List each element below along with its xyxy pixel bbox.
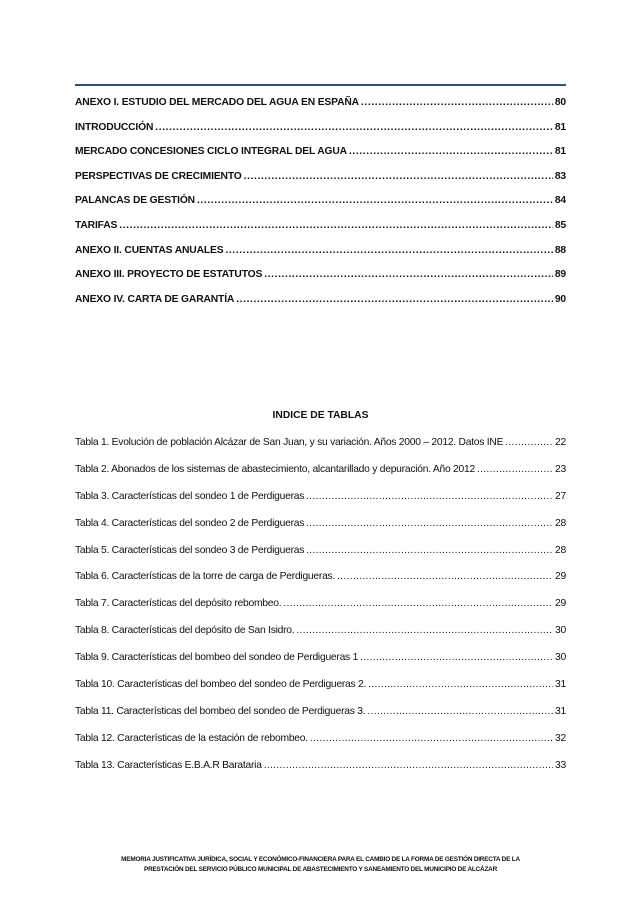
toc-entry[interactable] — [75, 97, 566, 122]
table-index-page: 29 — [555, 598, 566, 610]
table-index-page: 30 — [555, 652, 566, 664]
dot-leader — [505, 437, 553, 448]
table-index-title: Tabla 11. Características del bombeo del sondeo de Perdigueras 3. — [75, 705, 366, 717]
toc-entry-page: 81 — [554, 121, 566, 133]
toc-entry-page: 85 — [554, 219, 566, 231]
table-index-page: 22 — [555, 437, 566, 448]
dot-leader — [236, 294, 553, 305]
table-index-page: 33 — [555, 759, 566, 771]
dot-leader — [368, 679, 553, 690]
table-index-page: 28 — [555, 517, 566, 529]
table-index-title: Tabla 4. Características del sondeo 2 de Perdigueras — [75, 517, 305, 529]
toc-entry[interactable] — [75, 269, 566, 294]
dot-leader — [367, 706, 553, 717]
toc-entry[interactable] — [75, 195, 566, 220]
toc-entry-title: ANEXO II. CUENTAS ANUALES — [75, 244, 224, 256]
table-index-entry[interactable] — [75, 491, 566, 518]
toc-entry-title: PALANCAS DE GESTIÓN — [75, 195, 195, 207]
toc-entry[interactable] — [75, 220, 566, 245]
dot-leader — [349, 146, 553, 157]
table-index-entry[interactable] — [75, 464, 566, 491]
dot-leader — [306, 545, 553, 556]
table-index-entry[interactable] — [75, 652, 566, 679]
table-index-title: Tabla 13. Características E.B.A.R Barataria — [75, 759, 262, 771]
toc-entry-page: 90 — [554, 293, 566, 305]
table-index-page: 23 — [555, 463, 566, 475]
table-index-title: Tabla 5. Características del sondeo 3 de Perdigueras — [75, 544, 305, 556]
toc-entry[interactable] — [75, 171, 566, 196]
toc-entry-page: 83 — [554, 170, 566, 182]
toc-entry[interactable] — [75, 245, 566, 270]
table-index-title: Tabla 9. Características del bombeo del sondeo de Perdigueras 1 — [75, 652, 359, 664]
toc-entry-title: ANEXO IV. CARTA DE GARANTÍA — [75, 293, 235, 305]
table-index-entry[interactable] — [75, 598, 566, 625]
toc-entry-page: 88 — [554, 244, 566, 256]
toc-entry-title: INTRODUCCIÓN — [75, 121, 154, 133]
table-index-title: Tabla 7. Características del depósito rebombeo. — [75, 598, 282, 610]
table-index-entry[interactable] — [75, 679, 566, 706]
table-index-page: 28 — [555, 544, 566, 556]
table-index-title: Tabla 10. Características del bombeo del sondeo de Perdigueras 2. — [75, 679, 367, 691]
table-index-entry[interactable] — [75, 706, 566, 733]
table-index-page: 30 — [555, 625, 566, 637]
table-index-title: Tabla 12. Características de la estación de rebombeo. — [75, 732, 308, 744]
header-rule — [75, 84, 566, 86]
table-index-page: 29 — [555, 571, 566, 583]
footer-line-1: MEMORIA JUSTIFICATIVA JURÍDICA, SOCIAL Y ECONÓMICO-FINANCIERA PARA EL CAMBIO DE LA FORMA DE GESTIÓN DIRECTA DE LA — [121, 856, 520, 863]
dot-leader — [119, 220, 553, 231]
table-index-title: Tabla 8. Características del depósito de San Isidro. — [75, 625, 295, 637]
dot-leader — [306, 518, 553, 529]
toc-entry-title: ANEXO I. ESTUDIO DEL MERCADO DEL AGUA EN ESPAÑA — [75, 97, 359, 108]
table-index-entry[interactable] — [75, 545, 566, 572]
table-index-title: Tabla 1. Evolución de población Alcázar de San Juan, y su variación. Años 2000 – 2012. Datos INE — [75, 437, 504, 448]
toc-entry-page: 81 — [554, 146, 566, 158]
table-index-title: Tabla 2. Abonados de los sistemas de abastecimiento, alcantarillado y depuración. Año 2012 — [75, 463, 475, 475]
dot-leader — [225, 245, 552, 256]
dot-leader — [264, 760, 553, 771]
table-index-page: 31 — [555, 679, 566, 691]
table-index-entry[interactable] — [75, 760, 566, 787]
table-index-page: 31 — [555, 705, 566, 717]
table-index-title: Tabla 6. Características de la torre de carga de Perdigueras. — [75, 571, 336, 583]
table-index-entry[interactable] — [75, 571, 566, 598]
tables-index — [75, 437, 566, 787]
footer-line-2: PRESTACIÓN DEL SERVICIO PÚBLICO MUNICIPAL DE ABASTECIMIENTO Y SANEAMIENTO DEL MUNICIPIO DE ALCÁZAR — [144, 866, 497, 873]
dot-leader — [283, 598, 553, 609]
dot-leader — [155, 122, 553, 133]
dot-leader — [337, 571, 553, 582]
dot-leader — [244, 171, 553, 182]
table-index-entry[interactable] — [75, 733, 566, 760]
table-index-entry[interactable] — [75, 437, 566, 464]
toc-entry-page: 84 — [554, 195, 566, 207]
tables-index-heading: INDICE DE TABLAS — [272, 410, 369, 421]
dot-leader — [360, 652, 553, 663]
dot-leader — [306, 491, 553, 502]
table-index-entry[interactable] — [75, 518, 566, 545]
toc-entry[interactable] — [75, 122, 566, 147]
table-index-page: 32 — [555, 732, 566, 744]
toc-entry-title: TARIFAS — [75, 219, 118, 231]
table-index-page: 27 — [555, 490, 566, 502]
dot-leader — [197, 195, 553, 206]
table-index-entry[interactable] — [75, 625, 566, 652]
dot-leader — [296, 625, 553, 636]
dot-leader — [477, 464, 553, 475]
page-footer — [75, 855, 566, 875]
toc-entry[interactable] — [75, 146, 566, 171]
toc-entry-page: 89 — [554, 269, 566, 281]
toc-entry-title: ANEXO III. PROYECTO DE ESTATUTOS — [75, 269, 263, 281]
table-of-contents — [75, 97, 566, 318]
dot-leader — [310, 733, 553, 744]
dot-leader — [264, 269, 553, 280]
dot-leader — [361, 97, 553, 108]
toc-entry-title: PERSPECTIVAS DE CRECIMIENTO — [75, 170, 242, 182]
toc-entry-title: MERCADO CONCESIONES CICLO INTEGRAL DEL AGUA — [75, 146, 347, 158]
toc-entry-page: 80 — [554, 97, 566, 108]
toc-entry[interactable] — [75, 294, 566, 319]
table-index-title: Tabla 3. Características del sondeo 1 de Perdigueras — [75, 490, 305, 502]
